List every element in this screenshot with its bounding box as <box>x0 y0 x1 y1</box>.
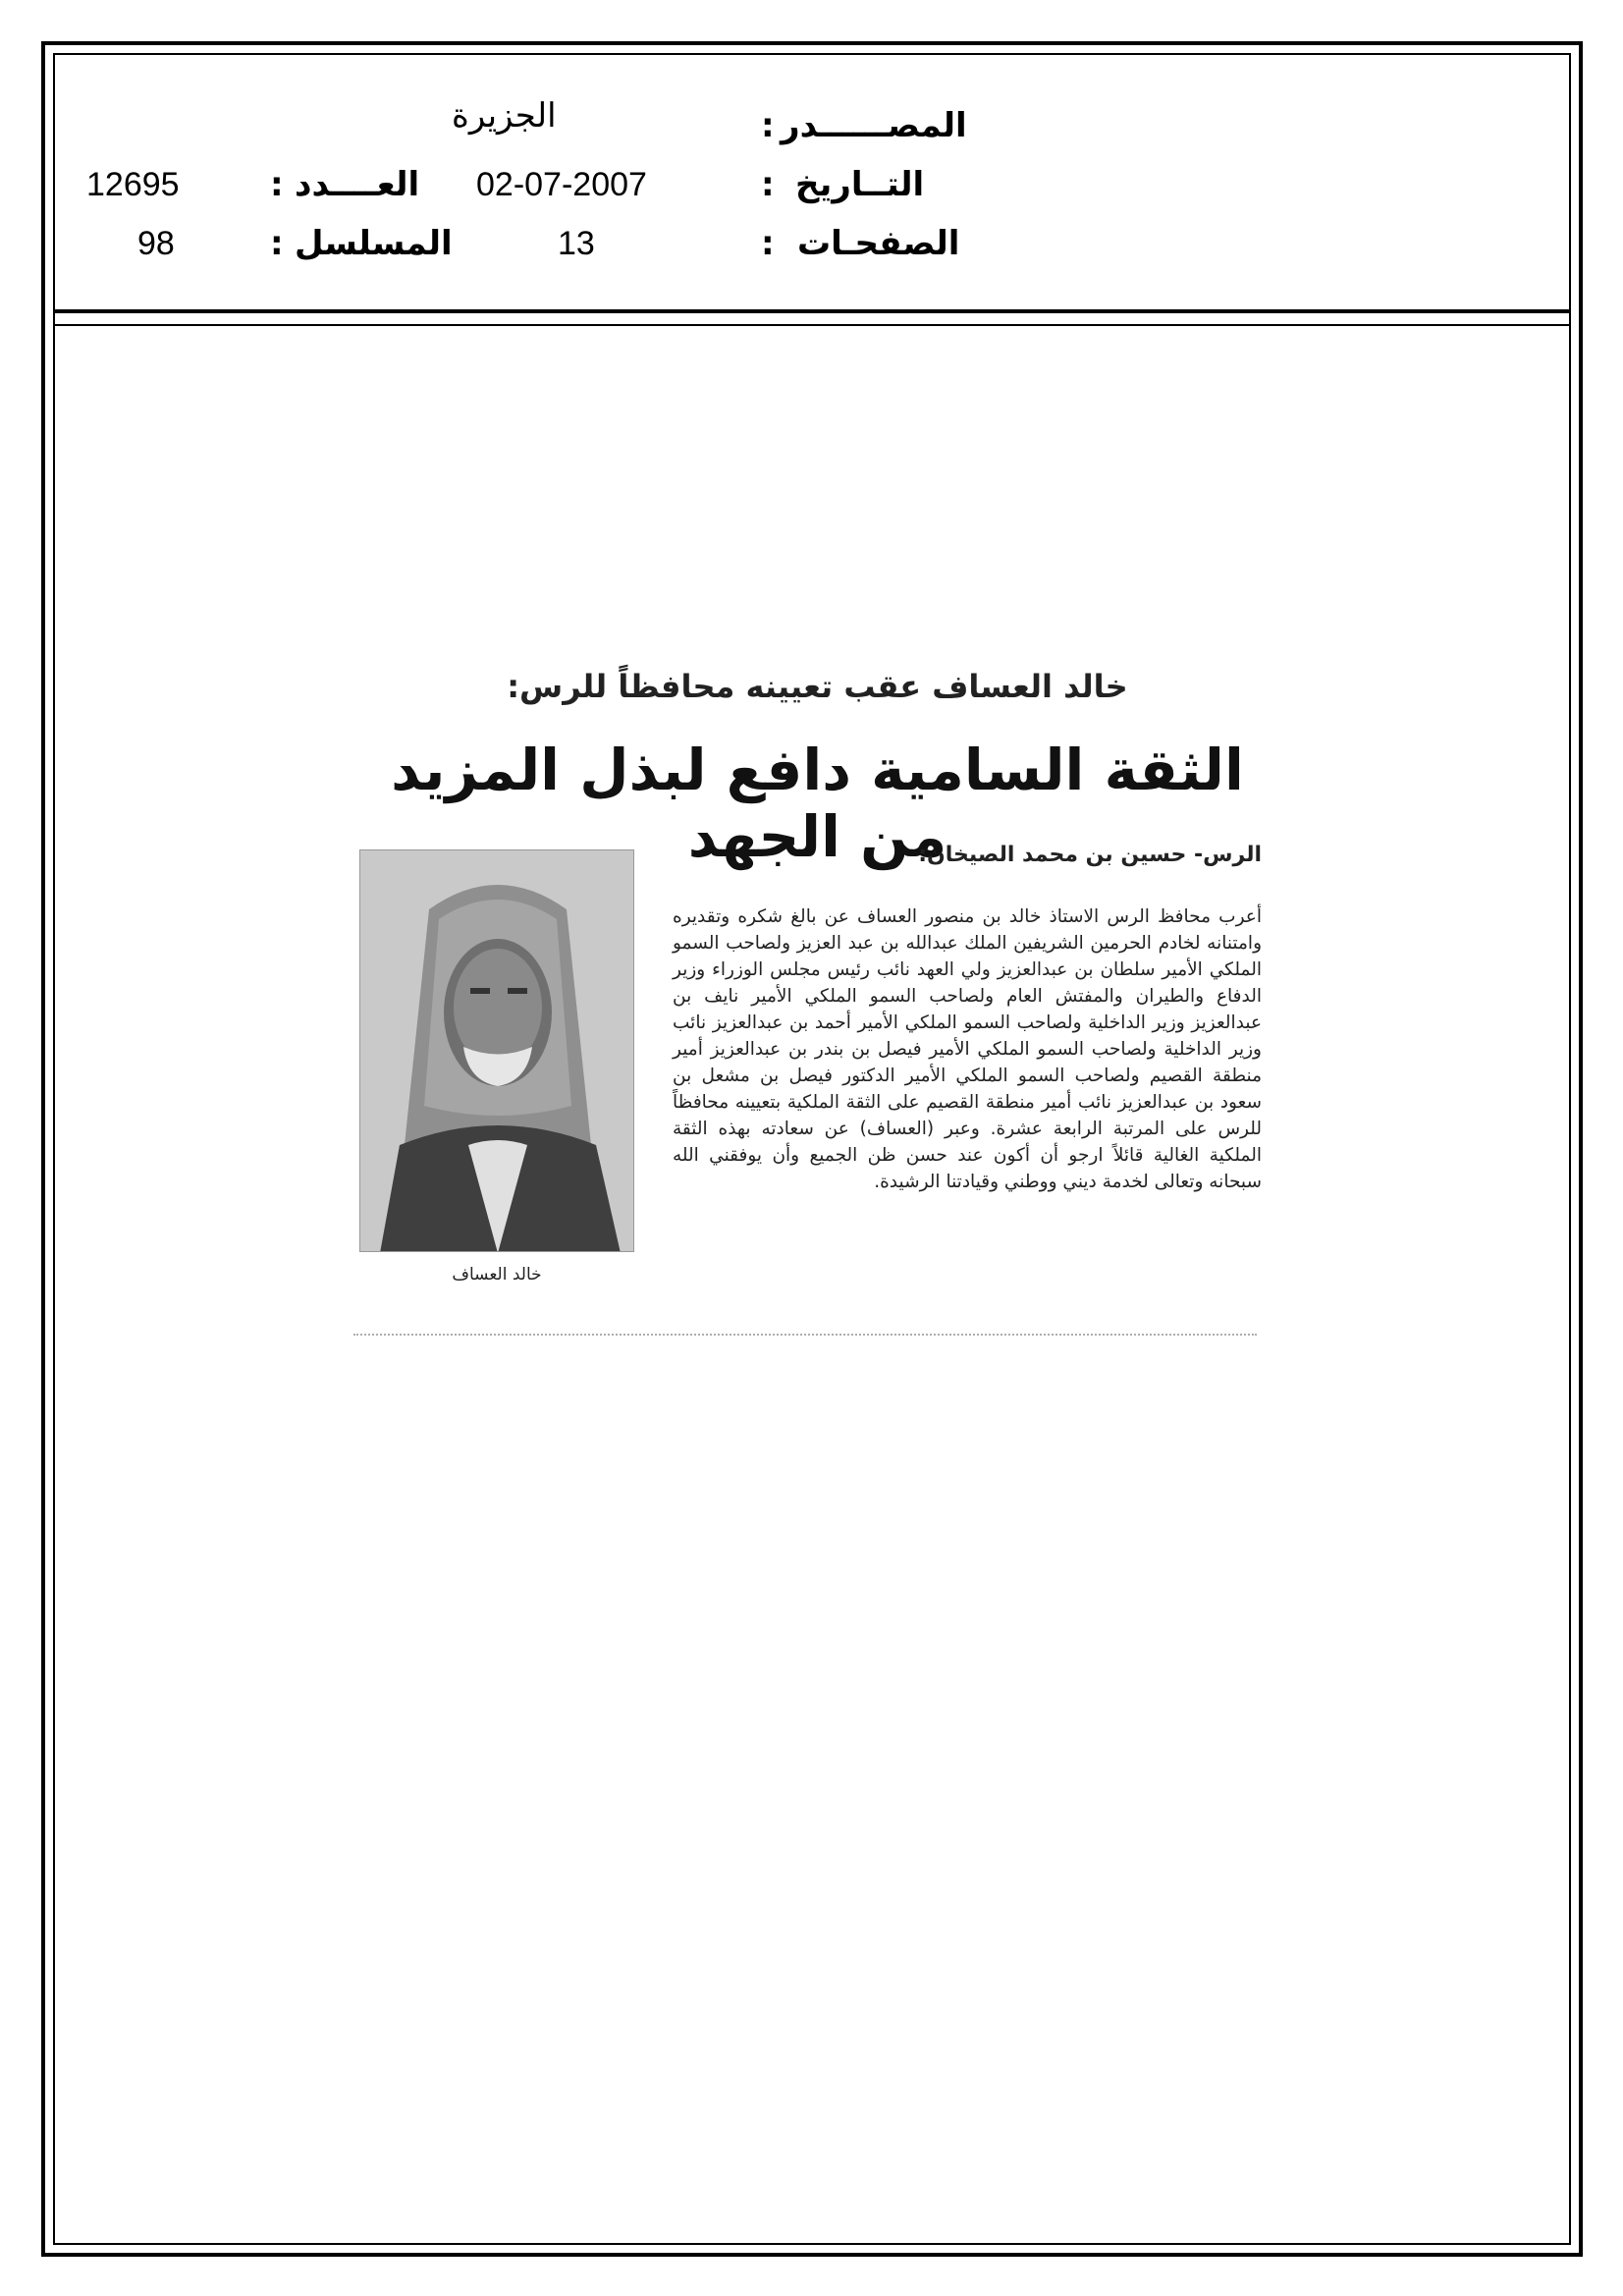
issue-colon: : <box>270 165 284 204</box>
header-divider <box>53 309 1571 313</box>
photo-caption: خالد العساف <box>452 1265 542 1285</box>
article-headline: الثقة السامية دافع لبذل المزيد من الجهد <box>391 737 1244 870</box>
header-divider-thin <box>53 324 1571 326</box>
source-value: الجزيرة <box>452 97 557 135</box>
pages-value: 13 <box>558 225 595 262</box>
serial-colon: : <box>270 224 284 263</box>
article-clipping <box>353 668 1281 1345</box>
clipping-edge <box>353 1334 1257 1339</box>
serial-value: 98 <box>137 225 175 262</box>
pages-label: الصفحـات <box>797 224 960 263</box>
source-colon: : <box>761 106 775 145</box>
portrait-image <box>360 850 634 1252</box>
source-label: المصــــــدر <box>781 106 967 145</box>
article-byline: الرس- حسين بن محمد الصيخان: <box>918 843 1262 867</box>
issue-value: 12695 <box>86 166 180 203</box>
pages-colon: : <box>761 224 775 263</box>
date-value: 02-07-2007 <box>476 166 647 203</box>
issue-label: العــــدد <box>295 165 420 204</box>
article-body: أعرب محافظ الرس الاستاذ خالد بن منصور العساف عن بالغ شكره وتقديره وامتنانه لخادم الحرمين الشريفين الملك عبدالله بن عبد العزيز ولصاحب السمو الملكي الأمير سلطان بن عبدالعزيز ولي العهد نائب رئيس مجلس الوزراء وزير الدفاع والطيران والمفتش العام ولصاحب السمو الملكي الأمير نايف بن عبدالعزيز وزير الداخلية ولصاحب السمو الملكي الأمير أحمد بن عبدالعزيز نائب وزير الداخلية ولصاحب السمو الملكي الأمير فيصل بن بندر بن عبدالعزيز أمير منطقة القصيم ولصاحب السمو الملكي الأمير الدكتور فيصل بن مشعل بن سعود بن عبدالعزيز نائب أمير منطقة القصيم على الثقة الملكية بتعيينه محافظاً للرس على المرتبة الرابعة عشرة. وعبر (العساف) عن سعادته بهذه الثقة الملكية الغالية قائلاً ارجو أن أكون عند حسن ظن الجميع وأن يوفقني الله سبحانه وتعالى لخدمة ديني ووطني وقيادتنا الرشيدة. <box>673 906 1262 1192</box>
article-kicker: خالد العساف عقب تعيينه محافظاً للرس: <box>507 668 1128 705</box>
date-label: التــاريخ <box>795 165 925 204</box>
serial-label: المسلسل <box>295 224 453 263</box>
date-colon: : <box>761 165 775 204</box>
portrait-photo <box>359 849 634 1252</box>
